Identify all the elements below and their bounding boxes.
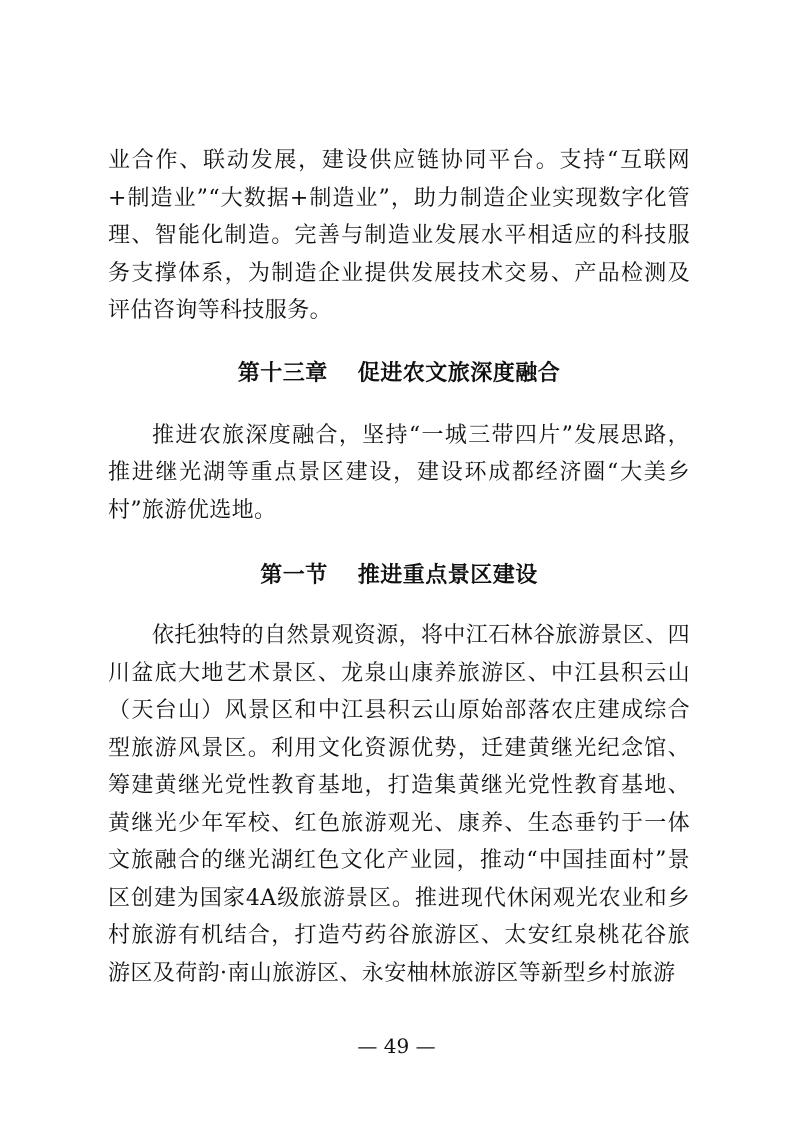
chapter-title: 促进农文旅深度融合 xyxy=(357,360,561,386)
section-paragraph: 依托独特的自然景观资源，将中江石林谷旅游景区、四川盆底大地艺术景区、龙泉山康养旅游区、中江县积云山（天台山）风景区和中江县积云山原始部落农庄建成综合型旅游风景区。利用文化资源优势，迁建黄继光纪念馆、筹建黄继光党性教育基地，打造集黄继光党性教育基地、黄继光少年军校、红色旅游观光、康养、生态垂钓于一体文旅融合的继光湖红色文化产业园，推动“中国挂面村”景区创建为国家4A级旅游景区。推进现代休闲观光农业和乡村旅游有机结合，打造芍药谷旅游区、太安红泉桃花谷旅游区及荷韵·南山旅游区、永安柚林旅游区等新型乡村旅游 xyxy=(108,623,690,986)
paragraph-continued: 业合作、联动发展，建设供应链协同平台。支持“互联网+制造业”“大数据+制造业”，助力制造企业实现数字化管理、智能化制造。完善与制造业发展水平相适应的科技服务支撑体系，为制造企业提供发展技术交易、产品检测及评估咨询等科技服务。 xyxy=(108,148,690,323)
section-heading xyxy=(108,560,690,590)
page-number: — 49 — xyxy=(357,1034,436,1058)
chapter-number: 第十三章 xyxy=(237,360,328,386)
chapter-intro-paragraph: 推进农旅深度融合，坚持“一城三带四片”发展思路，推进继光湖等重点景区建设，建设环成都经济圈“大美乡村”旅游优选地。 xyxy=(108,422,690,523)
section-title: 推进重点景区建设 xyxy=(357,562,538,588)
chapter-heading xyxy=(108,359,690,389)
section-number: 第一节 xyxy=(260,562,328,588)
document-body xyxy=(108,142,690,992)
